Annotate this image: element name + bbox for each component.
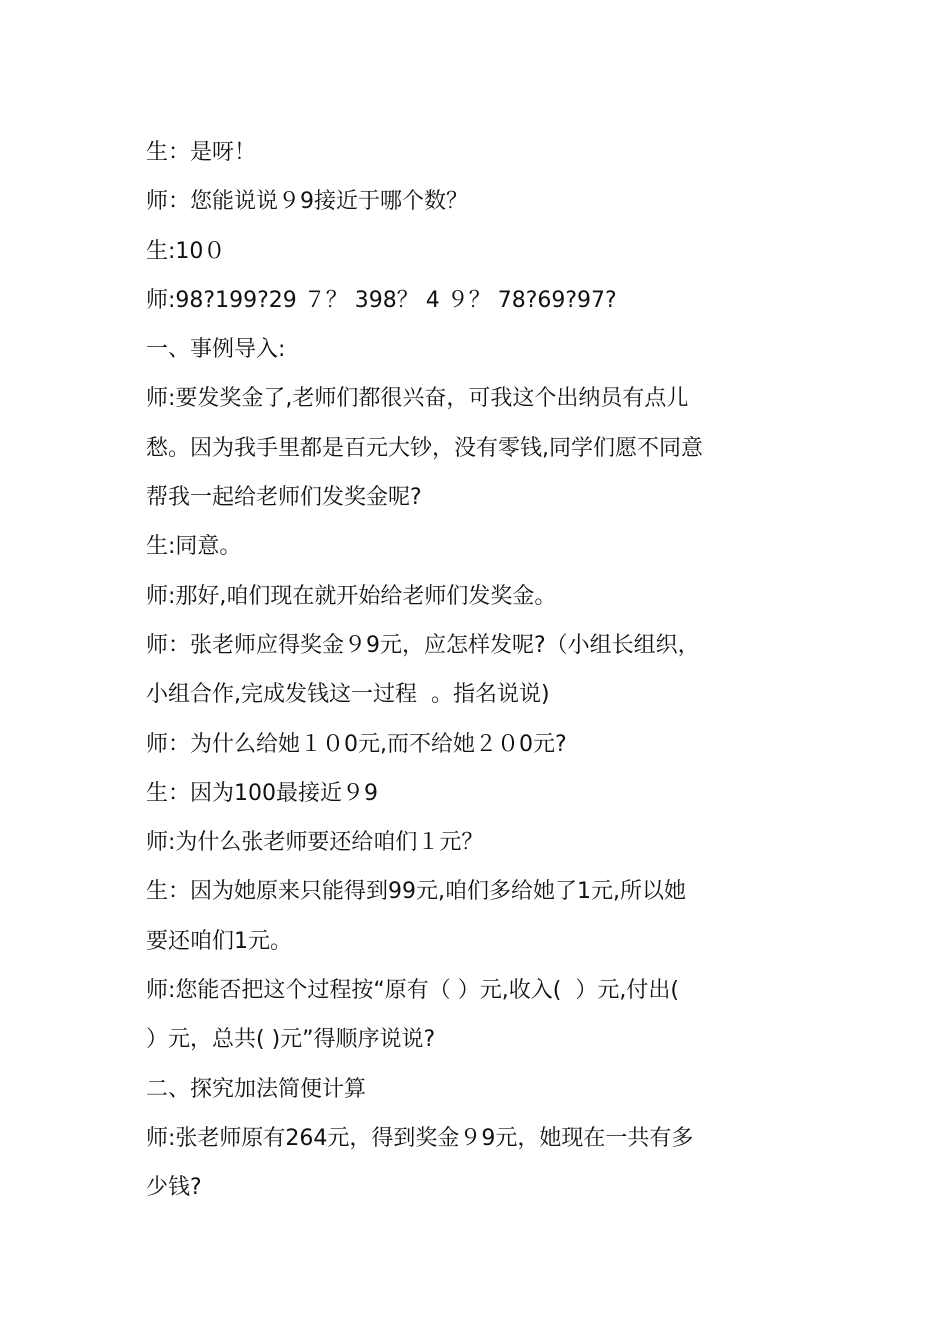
text-line: 师:要发奖金了,老师们都很兴奋，可我这个出纳员有点儿	[146, 386, 689, 412]
text-line: 师:为什么张老师要还给咱们１元？	[146, 830, 484, 856]
section-heading: 二、探究加法简便计算	[146, 1076, 367, 1102]
text-line: 愁。因为我手里都是百元大钞，没有零钱,同学们愿不同意	[146, 435, 703, 461]
text-line: 师:张老师原有264元，得到奖金９9元，她现在一共有多	[146, 1125, 694, 1151]
text-line: 师:那好,咱们现在就开始给老师们发奖金。	[146, 583, 557, 609]
text-line: 要还咱们1元。	[146, 928, 292, 954]
text-line: ）元，总共( )元”得顺序说说?	[146, 1027, 436, 1053]
text-line: 生：因为100最接近９9	[146, 780, 378, 806]
text-line: 生：因为她原来只能得到99元,咱们多给她了1元,所以她	[146, 879, 686, 905]
text-line: 师：为什么给她１０0元,而不给她２０0元?	[146, 731, 567, 757]
text-line: 小组合作,完成发钱这一过程 。指名说说)	[146, 682, 550, 708]
document-body	[146, 128, 806, 1213]
text-line: 生:10０	[146, 238, 226, 264]
text-line: 师:您能否把这个过程按“原有（ ）元,收入( ）元,付出(	[146, 978, 679, 1004]
text-line: 少钱?	[146, 1175, 202, 1201]
text-line: 师:98?199?29 ７？ 398？ 4 ９？ 78?69?97?	[146, 287, 617, 313]
text-line: 帮我一起给老师们发奖金呢?	[146, 485, 422, 511]
text-line: 师：您能说说９9接近于哪个数？	[146, 189, 468, 215]
text-line: 生：是呀！	[146, 140, 257, 165]
text-line: 师：张老师应得奖金９9元，应怎样发呢?（小组长组织，	[146, 632, 700, 658]
section-heading: 一、事例导入:	[146, 337, 286, 363]
text-line: 生:同意。	[146, 534, 242, 560]
